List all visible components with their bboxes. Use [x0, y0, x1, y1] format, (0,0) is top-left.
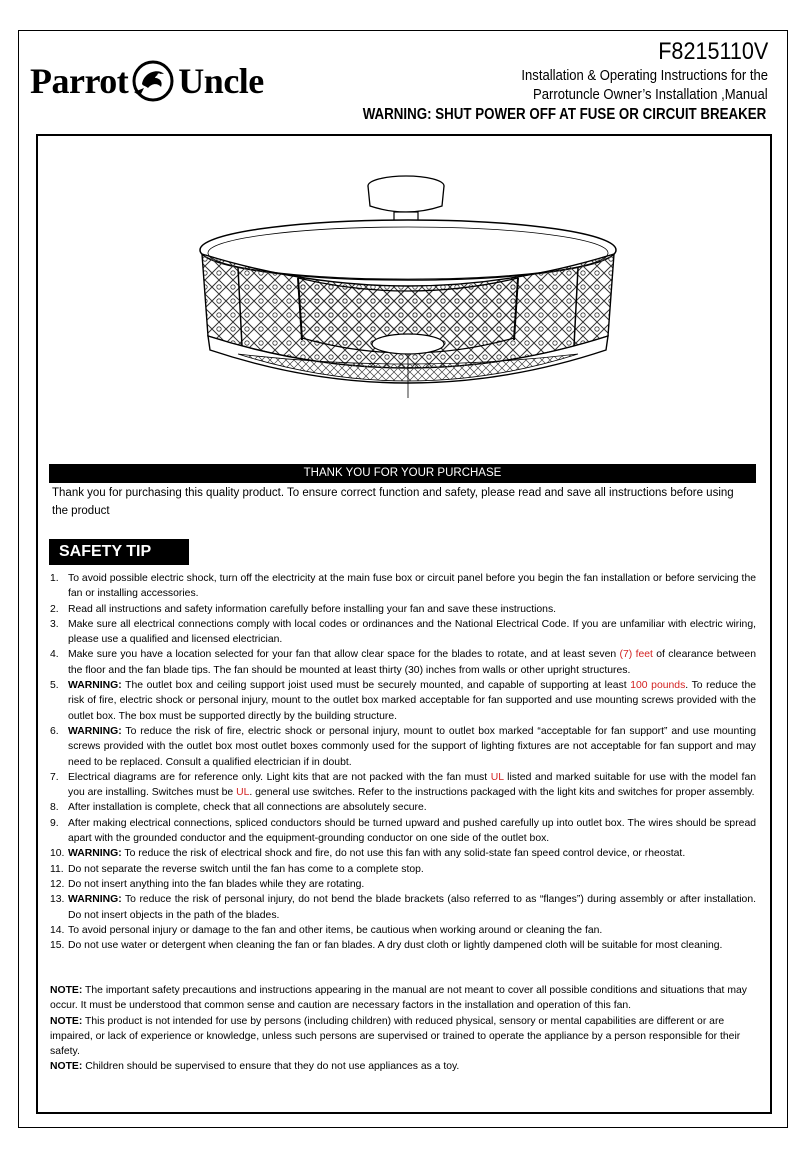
safety-tip-item	[50, 923, 756, 938]
safety-tip-number: 11.	[50, 863, 64, 875]
safety-tip-text	[68, 877, 756, 892]
safety-tip-text	[68, 617, 756, 648]
subtitle-line-2: Parrotuncle Owner’s Installation ,Manual	[533, 87, 768, 103]
tip-text-segment: To reduce the risk of fire, electric shock or personal injury, mount to outlet box marked “acceptable for fan support” and use mounting screws provided with the outlet box most outlet boxes commonly used for the support of lighting fixtures are not acceptable for fan support and may need to be replaced. Consult a qualified electrician if in doubt.	[68, 725, 756, 768]
tip-text-segment: The outlet box and ceiling support joist used must be securely mounted, and capable of supporting at least	[121, 680, 631, 692]
tip-text-segment: To reduce the risk of personal injury, do not bend the blade brackets (also referred to as “flanges”) during assembly or after installation. Do not insert objects in the path of the blades.	[68, 894, 756, 921]
tip-text-segment: To avoid personal injury or damage to the fan and other items, be cautious when working around or cleaning the fan.	[68, 924, 603, 936]
safety-tip-text	[68, 724, 756, 770]
safety-tip-item	[50, 862, 756, 877]
safety-tip-text	[68, 816, 756, 847]
safety-tip-item	[50, 602, 756, 617]
safety-tip-text	[68, 892, 756, 923]
safety-tip-text	[68, 571, 756, 602]
safety-tip-item	[50, 617, 756, 648]
safety-tip-text	[68, 846, 756, 861]
tip-text-segment: To reduce the risk of electrical shock and fire, do not use this fan with any solid-state fan speed control device, or rheostat.	[121, 848, 686, 860]
tip-text-segment: Make sure you have a location selected for your fan that allow clear space for the blades to rotate, and at least seven	[68, 649, 620, 661]
parrot-logo-icon	[130, 58, 176, 104]
safety-tip-item	[50, 816, 756, 847]
tip-text-segment: Do not use water or detergent when cleaning the fan or fan blades. A dry dust cloth or lightly dampened cloth will be suitable for most cleaning.	[68, 940, 723, 952]
safety-tip-number: 7.	[50, 771, 59, 783]
subtitle-line-1: Installation & Operating Instructions for the	[521, 68, 768, 84]
power-off-warning: WARNING: SHUT POWER OFF AT FUSE OR CIRCUIT BREAKER	[362, 106, 766, 123]
safety-tip-number: 4.	[50, 649, 59, 661]
safety-tip-item	[50, 846, 756, 861]
safety-tip-number: 9.	[50, 817, 59, 829]
highlighted-text: (7) feet	[619, 649, 653, 661]
brand-name-right: Uncle	[178, 61, 264, 101]
safety-tip-number: 2.	[50, 603, 59, 615]
tip-text-segment: Do not insert anything into the fan blades while they are rotating.	[68, 878, 365, 890]
safety-tip-item	[50, 770, 756, 801]
safety-tip-number: 3.	[50, 618, 59, 630]
safety-tip-number: 8.	[50, 802, 59, 814]
highlighted-text: UL	[490, 771, 504, 783]
safety-tip-item	[50, 571, 756, 602]
note-label: NOTE:	[50, 1061, 83, 1073]
safety-tip-text	[68, 602, 756, 617]
tip-text-segment: Read all instructions and safety information carefully before installing your fan and save these instructions.	[68, 603, 557, 615]
thank-you-banner: THANK YOU FOR YOUR PURCHASE	[49, 464, 756, 483]
tip-text-segment: . To reduce the risk of fire, electric shock or personal injury, mount to the outlet box marked acceptable for fan supported and use mounting screws provided with the outlet box. The box must be supported directly by the building structure.	[68, 680, 756, 722]
safety-tip-item	[50, 678, 756, 724]
safety-tip-text	[68, 800, 756, 815]
tip-text-segment: Electrical diagrams are for reference only. Light kits that are not packed with the fan must	[68, 771, 491, 783]
safety-tip-number: 12.	[50, 878, 65, 890]
tip-text-segment: . general use switches. Refer to the instructions packaged with the light kits and switches for proper assembly.	[249, 787, 755, 799]
tip-text-segment: Make sure all electrical connections comply with local codes or ordinances and the National Electrical Code. If you are unfamiliar with electric wiring, please use a qualified and licensed electrician.	[68, 618, 756, 646]
ceiling-fan-illustration	[198, 168, 638, 398]
note-paragraph	[50, 983, 756, 1014]
thank-you-text: Thank you for purchasing this quality product. To ensure correct function and safety, please read and save all instructions before using the product	[52, 487, 734, 517]
safety-tip-number: 5.	[50, 680, 59, 692]
warning-label: WARNING:	[68, 725, 122, 737]
safety-tip-item	[50, 877, 756, 892]
tip-text-segment: After installation is complete, check that all connections are absolutely secure.	[68, 802, 427, 814]
note-text: The important safety precautions and instructions appearing in the manual are not meant to cover all possible conditions and situations that may occur. It must be understood that common sense and caution are necessary factors in the installation and operation of this fan.	[50, 985, 747, 1012]
safety-tip-text	[68, 923, 756, 938]
tip-text-segment: listed and marked suitable for use with the model fan you are installing. Switches must be	[68, 771, 756, 799]
note-paragraph	[50, 1059, 756, 1074]
safety-tip-number: 1.	[50, 573, 59, 584]
safety-tip-number: 13.	[50, 894, 65, 906]
warning-label: WARNING:	[68, 894, 122, 906]
safety-tip-item	[50, 938, 756, 953]
brand-name-left: Parrot	[30, 61, 129, 101]
notes-section	[50, 983, 756, 1075]
highlighted-text: 100 pounds	[630, 680, 686, 692]
safety-tip-text	[68, 647, 756, 678]
note-text: This product is not intended for use by persons (including children) with reduced physical, sensory or mental capabilities are different or are impaired, or lack of experience or knowledge, unless such persons are supervised or trained to operate the appliance by a person responsible for their safety.	[50, 1015, 741, 1058]
brand-logo	[30, 58, 264, 104]
safety-tip-text	[68, 770, 756, 801]
tip-text-segment: To avoid possible electric shock, turn off the electricity at the main fuse box or circuit panel before you begin the fan installation or before servicing the fan or installing accessories.	[68, 573, 756, 600]
safety-tip-number: 15.	[50, 940, 65, 952]
safety-tip-list	[50, 571, 756, 953]
safety-tip-number: 14.	[50, 924, 65, 936]
safety-tip-item	[50, 647, 756, 678]
tip-text-segment: of clearance between the floor and the fan blade tips. The fan should be mounted at least thirty (30) inches from walls or other upright structures.	[68, 649, 756, 676]
safety-tip-item	[50, 892, 756, 923]
note-text: Children should be supervised to ensure that they do not use appliances as a toy.	[82, 1061, 460, 1073]
tip-text-segment: Do not separate the reverse switch until the fan has come to a complete stop.	[68, 863, 424, 875]
safety-tip-item	[50, 724, 756, 770]
warning-label: WARNING:	[68, 680, 122, 692]
safety-tip-text	[68, 862, 756, 877]
note-paragraph	[50, 1014, 756, 1060]
tip-text-segment: After making electrical connections, spliced conductors should be turned upward and pushed carefully up into outlet box. The wires should be spread apart with the grounded conductor and the equipment-grounding conductor on one side of the outlet box.	[68, 817, 756, 845]
safety-tip-number: 10.	[50, 848, 65, 860]
note-label: NOTE:	[50, 1015, 83, 1027]
safety-tip-text	[68, 678, 756, 724]
safety-tip-number: 6.	[50, 725, 59, 737]
safety-tip-heading: SAFETY TIP	[49, 539, 189, 565]
warning-label: WARNING:	[68, 848, 122, 860]
safety-tip-text	[68, 938, 756, 953]
model-number: F8215110V	[657, 38, 768, 65]
highlighted-text: UL	[236, 787, 250, 799]
safety-tip-item	[50, 800, 756, 815]
note-label: NOTE:	[50, 985, 83, 996]
